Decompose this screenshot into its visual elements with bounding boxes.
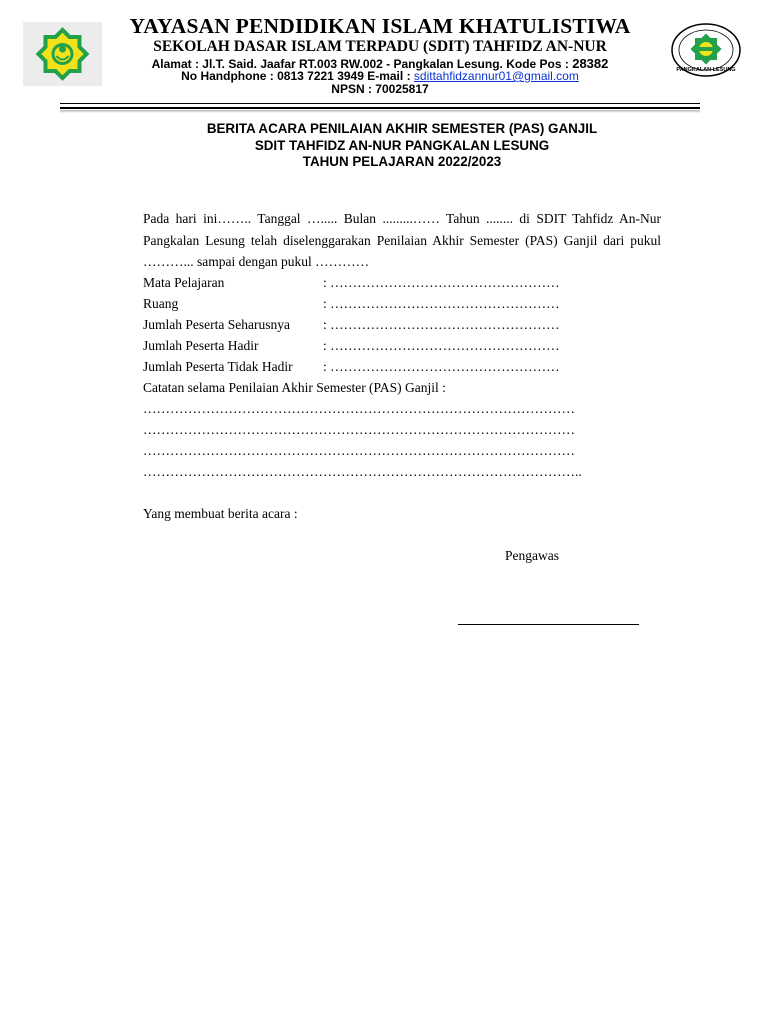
- school-logo-left: [23, 22, 102, 86]
- intro-paragraph: Pada hari ini…….. Tanggal …..... Bulan .........…… Tahun ........ di SDIT Tahfidz An-Nur Pangkalan Lesung telah diselenggarakan Penilaian Akhir Semester (PAS) Ganjil dari pukul ………... sampai dengan pukul …………: [143, 211, 661, 269]
- contact-line: [100, 69, 660, 83]
- header-divider-thick: [60, 107, 700, 109]
- school-seal-right: [670, 22, 742, 78]
- notes-label: Catatan selama Penilaian Akhir Semester (PAS) Ganjil :: [143, 380, 446, 395]
- field-value-expected-participants: : ……………………………………………: [323, 317, 560, 332]
- notes-line: ……………………………………………………………………………………..: [143, 464, 582, 479]
- field-label-room: Ruang: [143, 296, 179, 311]
- notes-line: ……………………………………………………………………………………: [143, 401, 575, 416]
- notes-line: ……………………………………………………………………………………: [143, 443, 575, 458]
- phone-text: No Handphone : 0813 7221 3949 E-mail :: [181, 69, 414, 83]
- address-text: Alamat : Jl.T. Said. Jaafar RT.003 RW.002 - Pangkalan Lesung. Kode Pos :: [151, 57, 573, 71]
- field-label-absent-participants: Jumlah Peserta Tidak Hadir: [143, 359, 293, 374]
- field-label-subject: Mata Pelajaran: [143, 275, 225, 290]
- field-value-present-participants: : ……………………………………………: [323, 338, 560, 353]
- field-value-room: : ……………………………………………: [323, 296, 560, 311]
- signature-line: [458, 624, 639, 625]
- field-label-expected-participants: Jumlah Peserta Seharusnya: [143, 317, 290, 332]
- postal-code: 28382: [572, 56, 609, 71]
- field-value-absent-participants: : ……………………………………………: [323, 359, 560, 374]
- foundation-name: YAYASAN PENDIDIKAN ISLAM KHATULISTIWA: [129, 14, 631, 38]
- field-value-subject: : ……………………………………………: [323, 275, 560, 290]
- field-label-present-participants: Jumlah Peserta Hadir: [143, 338, 259, 353]
- header-divider-thin: [60, 103, 700, 104]
- star-emblem-icon: [23, 22, 102, 86]
- document-title-line-3: TAHUN PELAJARAN 2022/2023: [302, 154, 502, 169]
- seal-caption: PANGKALAN LESUNG: [676, 67, 736, 73]
- school-name: SEKOLAH DASAR ISLAM TERPADU (SDIT) TAHFIDZ AN-NUR: [153, 38, 607, 55]
- header-divider-shadow: [60, 110, 700, 113]
- document-title-line-1: BERITA ACARA PENILAIAN AKHIR SEMESTER (PAS) GANJIL: [206, 121, 598, 136]
- email-link[interactable]: sdittahfidzannur01@gmail.com: [413, 69, 579, 83]
- made-by-label: Yang membuat berita acara :: [143, 506, 298, 521]
- seal-icon: [670, 22, 742, 78]
- notes-line: ……………………………………………………………………………………: [143, 422, 575, 437]
- document-title-line-2: SDIT TAHFIDZ AN-NUR PANGKALAN LESUNG: [254, 138, 550, 153]
- signer-role: Pengawas: [505, 548, 559, 563]
- npsn-line: NPSN : 70025817: [331, 82, 429, 96]
